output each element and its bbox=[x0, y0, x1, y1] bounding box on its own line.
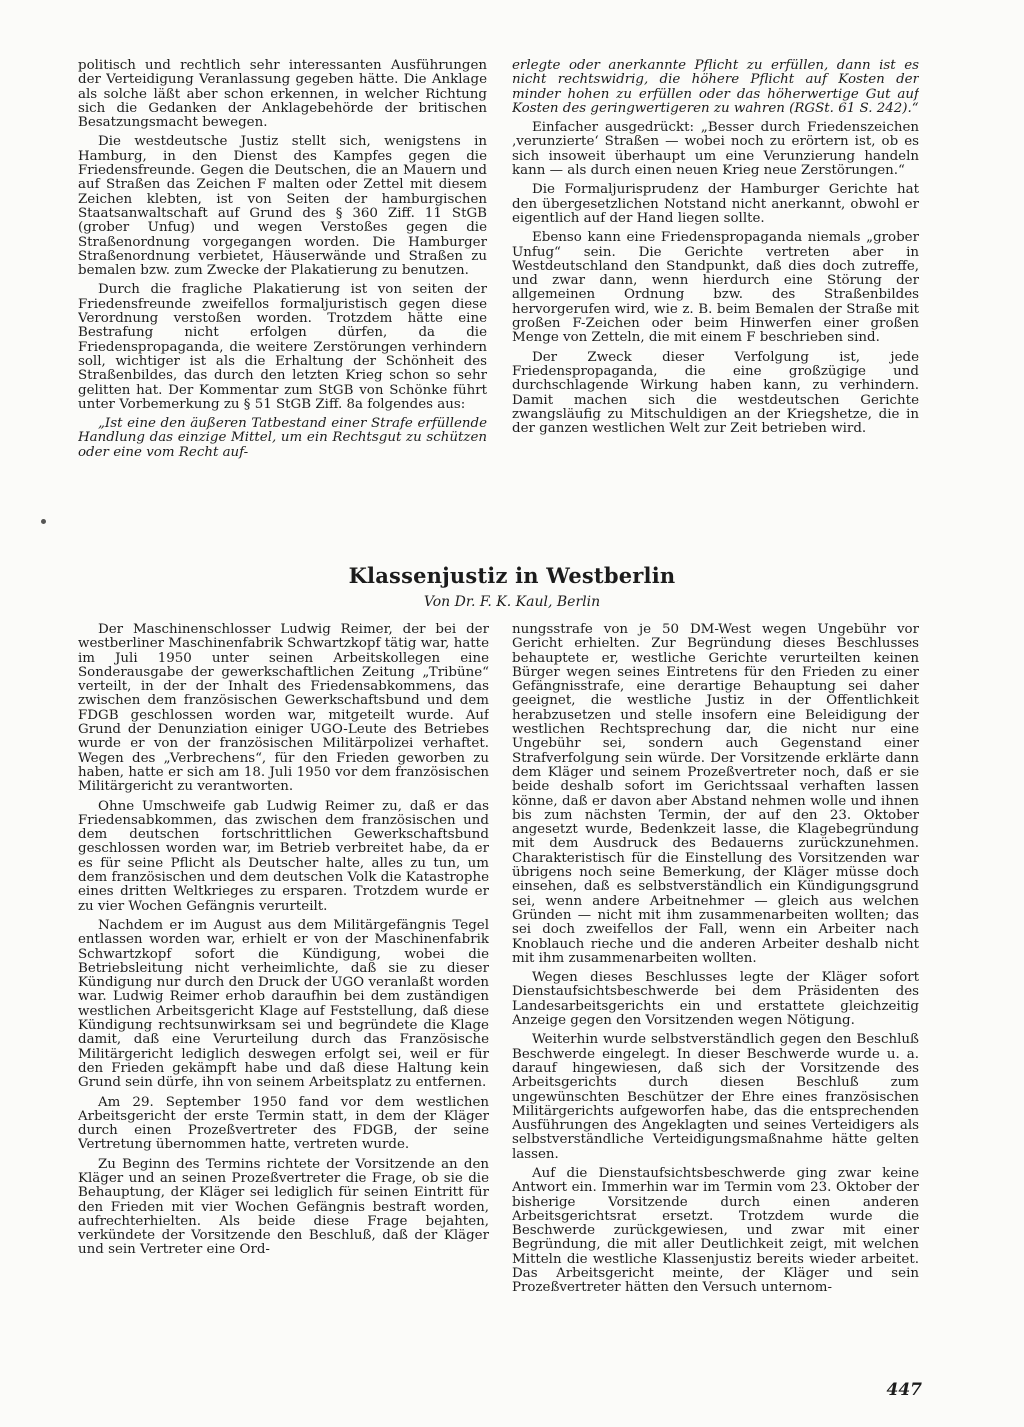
paragraph: Einfacher ausgedrückt: „Besser durch Friedenszeichen ‚verunzierte‘ Straßen — wobei noch zu erörtern ist, ob es sich insoweit überhaupt um eine Verunzierung handeln kann — als durch einen neuen Krieg neue Zerstörungen.“ bbox=[512, 120, 919, 179]
article-byline: Von Dr. F. K. Kaul, Berlin bbox=[423, 594, 601, 610]
paragraph: politisch und rechtlich sehr interessanten Ausführungen der Verteidigung Veranlassung gegeben hätte. Die Anklage als solche läßt aber schon erkennen, in welcher Richtung sich die Gedanken der Anklagebehörde der britischen Besatzungsmacht bewegen. bbox=[78, 59, 487, 131]
quote-paragraph: erlegte oder anerkannte Pflicht zu erfüllen, dann ist es nicht rechtswidrig, die höhere Pflicht auf Kosten der minder hohen zu erfüllen oder das höherwertige Gut auf Kosten des geringwertigeren zu wahren (RGSt. 61 S. 242).“ bbox=[512, 59, 919, 116]
paragraph: Der Maschinenschlosser Ludwig Reimer, der bei der westberliner Maschinenfabrik Schwartzkopf tätig war, hatte im Juli 1950 unter seinen Arbeitskollegen eine Sonderausgabe der gewerkschaftlichen Zeitung „Tribüne“ verteilt, in der der Inhalt des Friedensabkommens, das zwischen dem französischen Gewerkschaftsbund und dem FDGB geschlossen worden war, mitgeteilt wurde. Auf Grund der Denunziation einiger UGO-Leute des Betriebes wurde er von der französischen Militärpolizei verhaftet. Wegen des „Verbrechens“, für den Frieden geworben zu haben, hatte er sich am 18. Juli 1950 vor dem französischen Militärgericht zu verantworten. bbox=[78, 623, 489, 795]
paragraph: Nachdem er im August aus dem Militärgefängnis Tegel entlassen worden war, erhielt er von der Maschinenfabrik Schwartzkopf sofort die Kündigung, wobei die Betriebsleitung nicht verheimlichte, daß sie zu dieser Kündigung nur durch den Druck der UGO veranlaßt worden war. Ludwig Reimer erhob daraufhin bei dem zuständigen westlichen Arbeitsgericht Klage auf Feststellung, daß diese Kündigung rechtsunwirksam sei und begründete die Klage damit, daß eine Verurteilung durch das Französische Militärgericht lediglich deswegen erfolgt sei, weil er für den Frieden gekämpft habe und daß diese Haltung kein Grund sein dürfe, ihn von seinem Arbeitsplatz zu entfernen. bbox=[78, 917, 489, 1091]
article-right-column bbox=[512, 623, 919, 1365]
margin-dot bbox=[41, 519, 46, 524]
paragraph: Auf die Dienstaufsichtsbeschwerde ging zwar keine Antwort ein. Immerhin war im Termin vom 23. Oktober der bisherige Vorsitzende durch einen anderen Arbeitsgerichtsrat ersetzt. Trotzdem wurde die Beschwerde zurückgewiesen, und zwar mit einer Begründung, die mit aller Deutlichkeit zeigt, mit welchen Mitteln die westliche Klassenjustiz bereits wieder arbeitet. Das Arbeitsgericht meinte, der Kläger und sein Prozeßvertreter hätten den Versuch unternom- bbox=[512, 1165, 919, 1296]
page-number: 447 bbox=[886, 1380, 922, 1400]
article-title: Klassenjustiz in Westberlin bbox=[348, 563, 676, 588]
paragraph: Der Zweck dieser Verfolgung ist, jede Friedenspropaganda, die eine großzügige und durchschlagende Wirkung haben kann, zu verhindern. Damit machen sich die westdeutschen Gerichte zwangsläufig zu Mitschuldigen an der Kriegshetze, die in der ganzen westlichen Welt zur Zeit betrieben wird. bbox=[512, 349, 919, 437]
article-left-column bbox=[78, 623, 489, 1365]
paragraph: Wegen dieses Beschlusses legte der Kläger sofort Dienstaufsichtsbeschwerde bei dem Präsidenten des Landesarbeitsgerichts ein und erstattete gleichzeitig Anzeige gegen den Vorsitzenden wegen Nötigung. bbox=[512, 970, 919, 1029]
paragraph: Zu Beginn des Termins richtete der Vorsitzende an den Kläger und an seinen Prozeßvertreter die Frage, ob sie die Behauptung, der Kläger sei lediglich für seinen Eintritt für den Frieden mit vier Wochen Gefängnis bestraft worden, aufrechterhielten. Als beide diese Frage bejahten, verkündete der Vorsitzende den Beschluß, daß der Kläger und sein Vertreter eine Ord- bbox=[78, 1156, 489, 1258]
paragraph: Durch die fragliche Plakatierung ist von seiten der Friedensfreunde zweifellos formaljuristisch gegen diese Verordnung verstoßen worden. Trotzdem hätte eine Bestrafung nicht erfolgen dürfen, da die Friedenspropaganda, die weitere Zerstörungen verhindern soll, wichtiger ist als die Erhaltung der Schönheit des Straßenbildes, das durch den letzten Krieg schon so sehr gelitten hat. Der Kommentar zum StGB von Schönke führt unter Vorbemerkung zu § 51 StGB Ziff. 8a folgendes aus: bbox=[78, 282, 487, 412]
paragraph: Die Formaljurisprudenz der Hamburger Gerichte hat den übergesetzlichen Notstand nicht anerkannt, obwohl er eigentlich auf der Hand liegen sollte. bbox=[512, 182, 919, 226]
quote-paragraph: „Ist eine den äußeren Tatbestand einer Strafe erfüllende Handlung das einzige Mittel, um ein Rechtsgut zu schützen oder eine vom Recht auf- bbox=[78, 416, 487, 460]
paragraph: Ohne Umschweife gab Ludwig Reimer zu, daß er das Friedensabkommen, das zwischen dem französischen und dem deutschen fortschrittlichen Gewerkschaftsbund geschlossen worden war, im Betrieb verbreitet habe, da er es für seine Pflicht als Deutscher halte, alles zu tun, um dem französischen und dem deutschen Volk die Katastrophe eines dritten Weltkrieges zu ersparen. Trotzdem wurde er zu vier Wochen Gefängnis verurteilt. bbox=[78, 798, 489, 914]
paragraph: Ebenso kann eine Friedenspropaganda niemals „grober Unfug“ sein. Die Gerichte vertreten aber in Westdeutschland den Standpunkt, daß dies doch zutreffe, und zwar dann, wenn hierdurch eine Störung der allgemeinen Ordnung bzw. des Straßenbildes hervorgerufen wird, wie z. B. beim Bemalen der Straße mit großen F-Zeichen oder beim Hinwerfen einer großen Menge von Zetteln, die mit einem F beschrieben sind. bbox=[512, 230, 919, 346]
top-right-column bbox=[512, 59, 919, 507]
top-left-column bbox=[78, 59, 487, 507]
paragraph: Am 29. September 1950 fand vor dem westlichen Arbeitsgericht der erste Termin statt, in dem der Kläger durch einen Prozeßvertreter des FDGB, der seine Vertretung übernommen hatte, vertreten wurde. bbox=[78, 1094, 489, 1153]
paragraph: nungsstrafe von je 50 DM-West wegen Ungebühr vor Gericht erhielten. Zur Begründung dieses Beschlusses behauptete er, westliche Gerichte verurteilten keinen Bürger wegen seines Eintretens für den Frieden zu einer Gefängnisstrafe, eine derartige Behauptung sei daher geeignet, die westliche Justiz in der Öffentlichkeit herabzusetzen und stelle insofern eine Beleidigung der westlichen Rechtsprechung dar, die nicht nur eine Ungebühr sei, sondern auch Gegenstand einer Strafverfolgung sein würde. Der Vorsitzende erklärte dann dem Kläger und seinem Prozeßvertreter noch, daß er sie beide deshalb sofort im Gerichtssaal verhaften lassen könne, daß er davon aber Abstand nehmen wolle und ihnen bis zum nächsten Termin, der auf den 23. Oktober angesetzt wurde, Bedenkzeit lasse, die Klagebegründung mit dem Ausdruck des Bedauerns zurückzunehmen. Charakteristisch für die Einstellung des Vorsitzenden war übrigens noch seine Bemerkung, der Kläger müsse doch einsehen, daß es selbstverständlich ein Kündigungsgrund sei, wenn andere Arbeitnehmer — gleich aus welchen Gründen — nicht mit ihm zusammenarbeiten wollten; das sei doch zweifellos der Fall, wenn ein Arbeiter nach Knoblauch rieche und die anderen Arbeiter deshalb nicht mit ihm zusammenarbeiten wollten. bbox=[512, 623, 919, 966]
paragraph: Weiterhin wurde selbstverständlich gegen den Beschluß Beschwerde eingelegt. In dieser Beschwerde wurde u. a. darauf hingewiesen, daß sich der Vorsitzende des Arbeitsgerichts durch diesen Beschluß zum ungewünschten Beschützer der Ehre eines französischen Militärgerichts aufgeworfen habe, das die entsprechenden Ausführungen des Angeklagten und seines Verteidigers als selbstverständliche Verteidigungsmaßnahme hätte gelten lassen. bbox=[512, 1032, 919, 1162]
paragraph: Die westdeutsche Justiz stellt sich, wenigstens in Hamburg, in den Dienst des Kampfes gegen die Friedensfreunde. Gegen die Deutschen, die an Mauern und auf Straßen das Zeichen F malten oder Zettel mit diesem Zeichen klebten, ist von Seiten der hamburgischen Staatsanwaltschaft auf Grund des § 360 Ziff. 11 StGB (grober Unfug) und wegen Verstoßes gegen die Straßenordnung vorgegangen worden. Die Hamburger Straßenordnung verbietet, Häuserwände und Straßen zu bemalen bzw. zum Zwecke der Plakatierung zu benutzen. bbox=[78, 134, 487, 279]
